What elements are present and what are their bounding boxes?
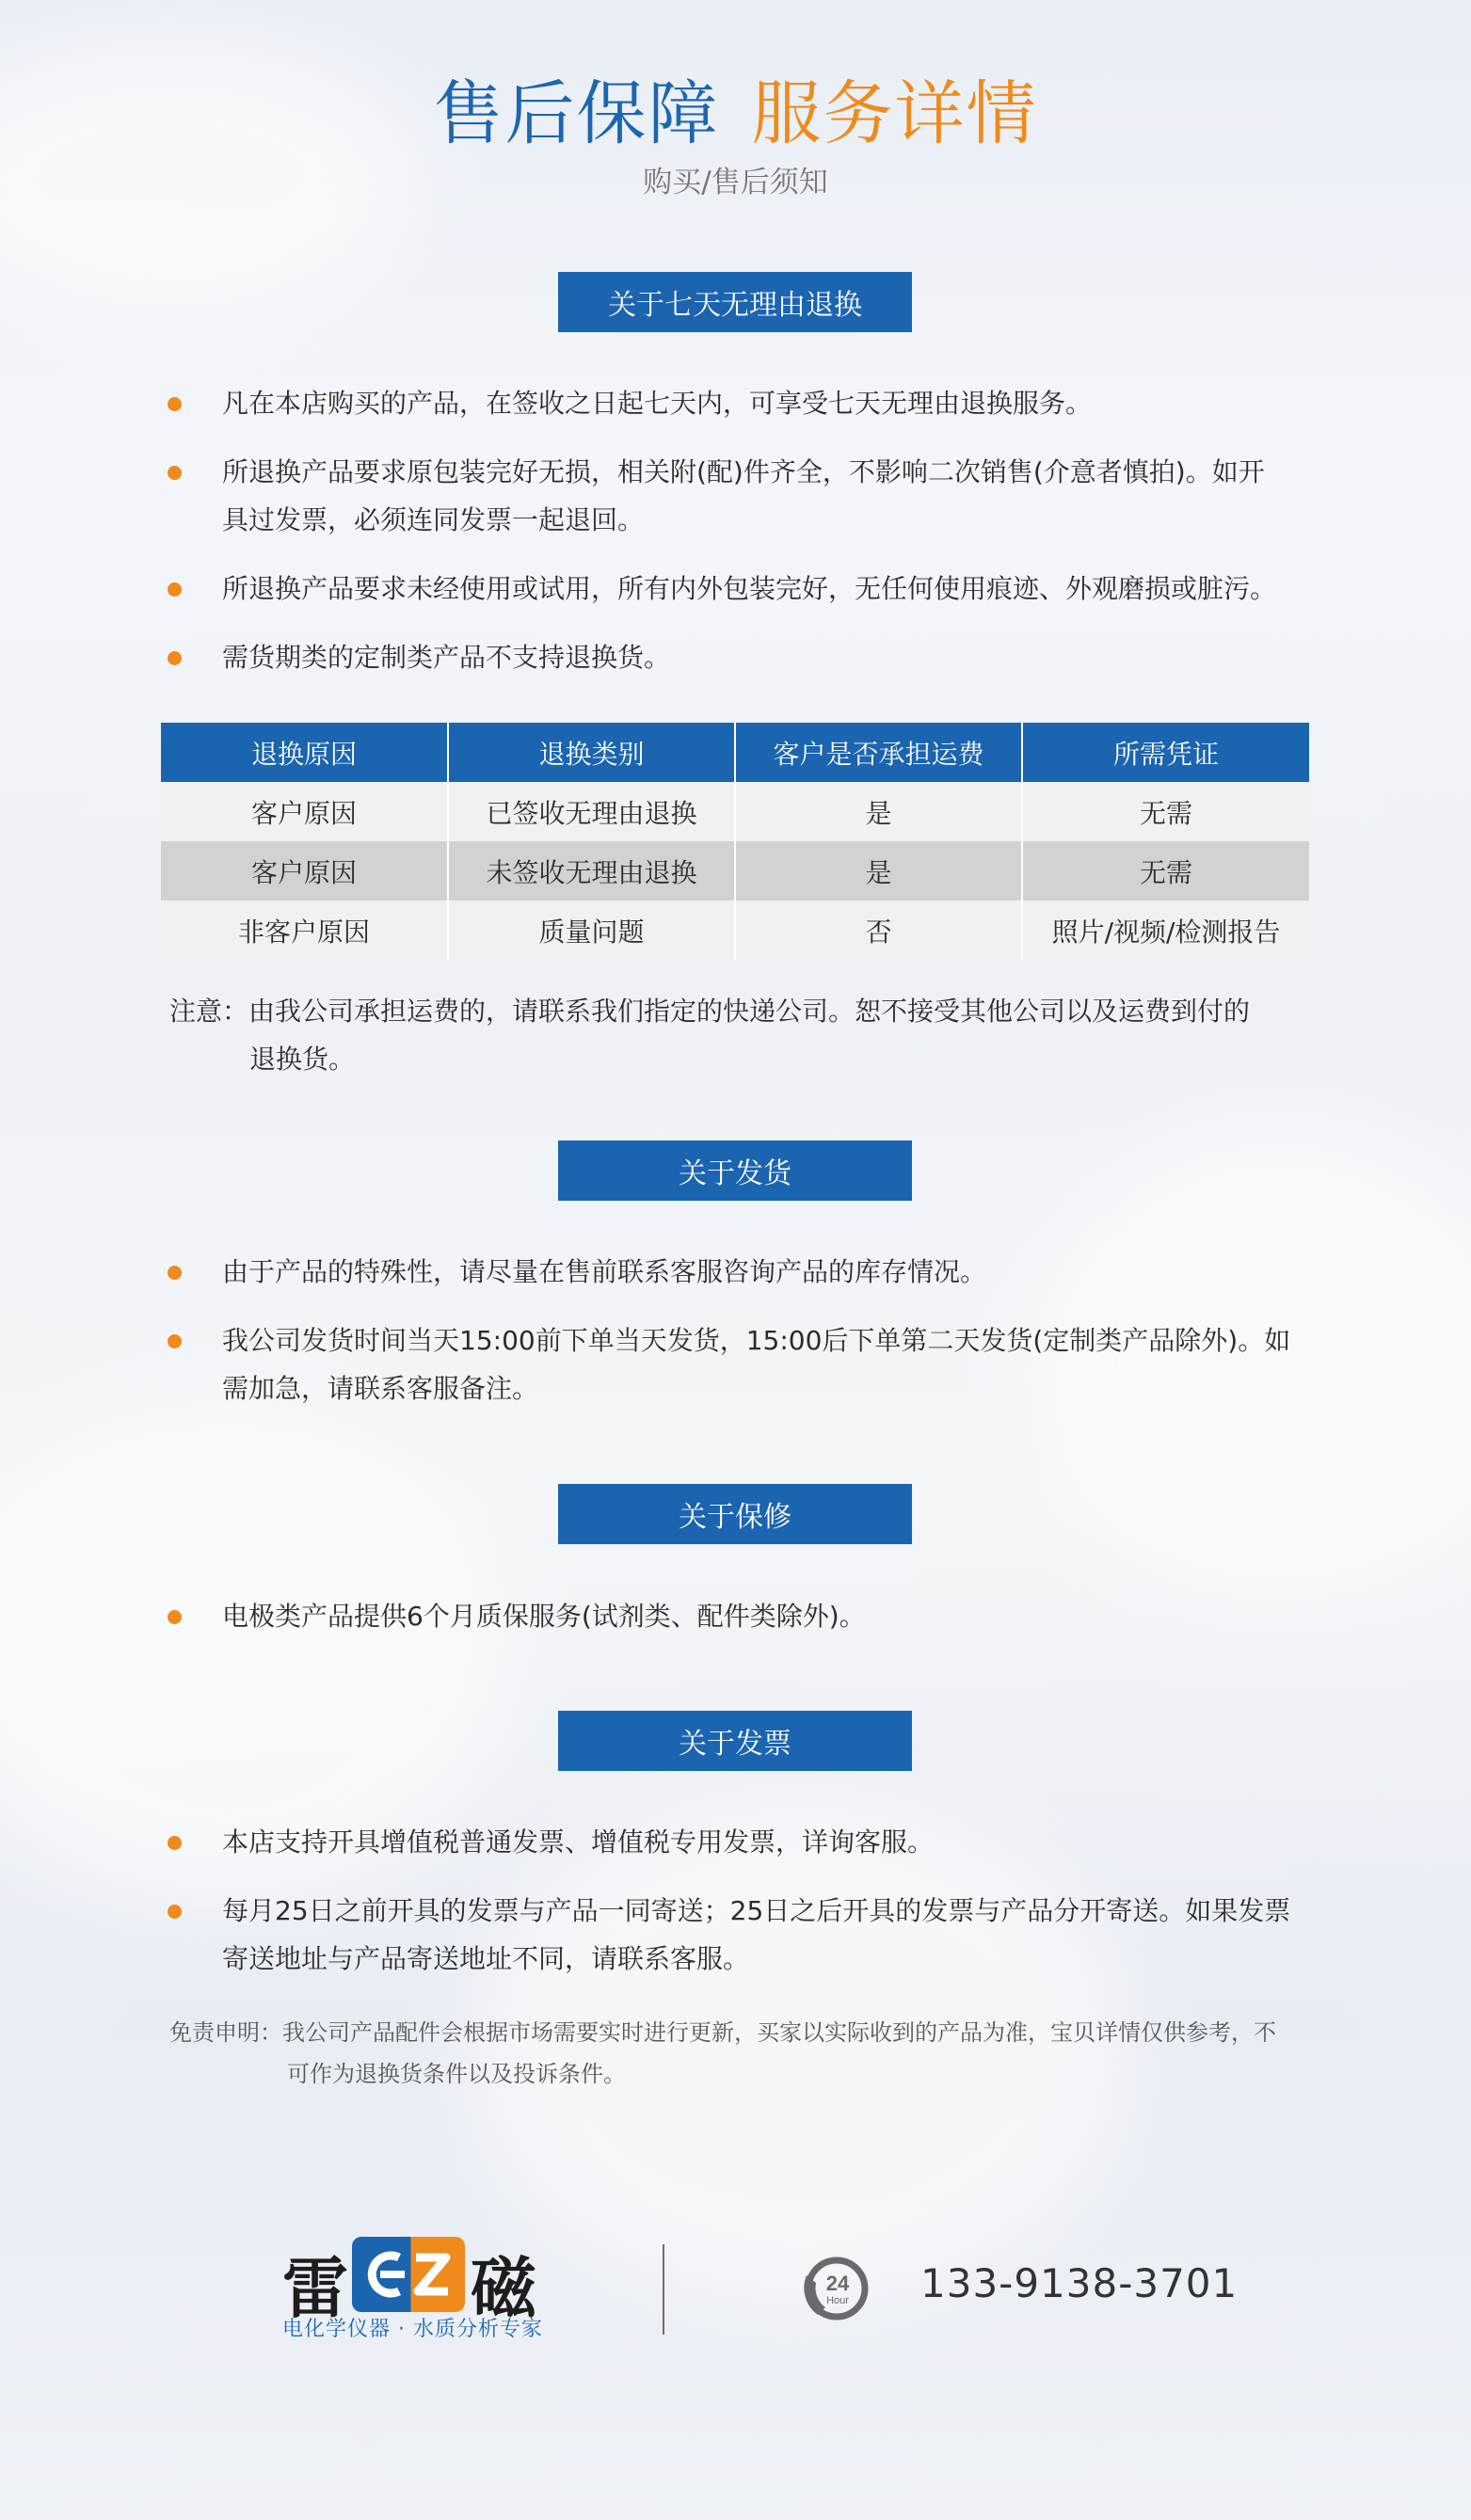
brand-tagline: 电化学仪器 · 水质分析专家 <box>282 2318 543 2341</box>
brand-char-right: 磁 <box>471 2249 536 2327</box>
page-title <box>0 58 1471 158</box>
bullet-dot-icon <box>168 1610 182 1624</box>
table-row <box>161 782 1309 841</box>
return-bullet-list <box>168 379 1335 681</box>
phone-badge-unit: Hour <box>826 2295 849 2306</box>
column-header: 退换原因 <box>161 723 448 782</box>
page-title-accent: 服务详情 <box>751 73 1038 154</box>
phone-badge-number: 24 <box>825 2272 850 2295</box>
return-policy-table <box>161 723 1309 960</box>
table-cell: 是 <box>735 782 1022 841</box>
column-header: 退换类别 <box>448 723 735 782</box>
list-item: 由于产品的特殊性，请尽量在售前联系客服咨询产品的库存情况。 <box>168 1248 1335 1296</box>
bullet-dot-icon <box>168 1905 182 1919</box>
shipping-bullet-list <box>168 1248 1335 1412</box>
list-item: 每月25日之前开具的发票与产品一同寄送；25日之后开具的发票与产品分开寄送。如果发票 寄送地址与产品寄送地址不同，请联系客服。 <box>168 1887 1335 1983</box>
table-cell: 否 <box>735 901 1022 960</box>
bullet-dot-icon <box>168 397 182 411</box>
list-item: 本店支持开具增值税普通发票、增值税专用发票，详询客服。 <box>168 1818 1335 1866</box>
invoice-bullet-list <box>168 1818 1335 1983</box>
table-cell: 是 <box>735 841 1022 901</box>
section-heading-warranty: 关于保修 <box>558 1484 912 1544</box>
bullet-dot-icon <box>168 466 182 480</box>
list-item: 我公司发货时间当天15:00前下单当天发货，15:00后下单第二天发货(定制类产品除外)。如 需加急，请联系客服备注。 <box>168 1316 1335 1412</box>
footer-divider <box>663 2244 664 2335</box>
table-cell: 未签收无理由退换 <box>448 841 735 901</box>
bullet-dot-icon <box>168 651 182 665</box>
table-cell: 非客户原因 <box>161 901 448 960</box>
bullet-dot-icon <box>168 1266 182 1280</box>
list-item: 所退换产品要求原包装完好无损，相关附(配)件齐全，不影响二次销售(介意者慎拍)。如开 具过发票，必须连同发票一起退回。 <box>168 448 1335 544</box>
table-header-row <box>161 723 1309 782</box>
table-cell: 客户原因 <box>161 841 448 901</box>
bullet-dot-icon <box>168 1334 182 1348</box>
table-cell: 质量问题 <box>448 901 735 960</box>
table-cell: 客户原因 <box>161 782 448 841</box>
warranty-bullet-list <box>168 1592 1335 1640</box>
table-row <box>161 841 1309 901</box>
list-item: 电极类产品提供6个月质保服务(试剂类、配件类除外)。 <box>168 1592 1335 1640</box>
table-cell: 无需 <box>1022 782 1309 841</box>
column-header: 所需凭证 <box>1022 723 1309 782</box>
section-heading-shipping: 关于发货 <box>558 1140 912 1201</box>
disclaimer: 免责申明：我公司产品配件会根据市场需要实时进行更新，买家以实际收到的产品为准，宝贝详情仅供参考，不 可作为退换货条件以及投诉条件。 <box>169 2019 1276 2087</box>
column-header: 客户是否承担运费 <box>735 723 1022 782</box>
table-cell: 无需 <box>1022 841 1309 901</box>
phone-24h-icon <box>793 2247 876 2330</box>
phone-number: 133-9138-3701 <box>920 2260 1239 2306</box>
brand-char-left: 雷 <box>282 2249 348 2327</box>
table-cell: 照片/视频/检测报告 <box>1022 901 1309 960</box>
bullet-dot-icon <box>168 582 182 597</box>
page-subtitle: 购买/售后须知 <box>643 166 828 199</box>
section-heading-invoice: 关于发票 <box>558 1711 912 1771</box>
page-title-main: 售后保障 <box>433 73 720 154</box>
list-item: 需货期类的定制类产品不支持退换货。 <box>168 633 1335 681</box>
bullet-dot-icon <box>168 1836 182 1850</box>
logo-mark-icon <box>352 2237 465 2312</box>
table-row <box>161 901 1309 960</box>
list-item: 凡在本店购买的产品，在签收之日起七天内，可享受七天无理由退换服务。 <box>168 379 1335 427</box>
list-item: 所退换产品要求未经使用或试用，所有内外包装完好，无任何使用痕迹、外观磨损或脏污。 <box>168 565 1335 613</box>
section-heading-return: 关于七天无理由退换 <box>558 272 912 332</box>
table-cell: 已签收无理由退换 <box>448 782 735 841</box>
return-note: 注意：由我公司承担运费的，请联系我们指定的快递公司。恕不接受其他公司以及运费到付的 退换货。 <box>169 996 1251 1075</box>
